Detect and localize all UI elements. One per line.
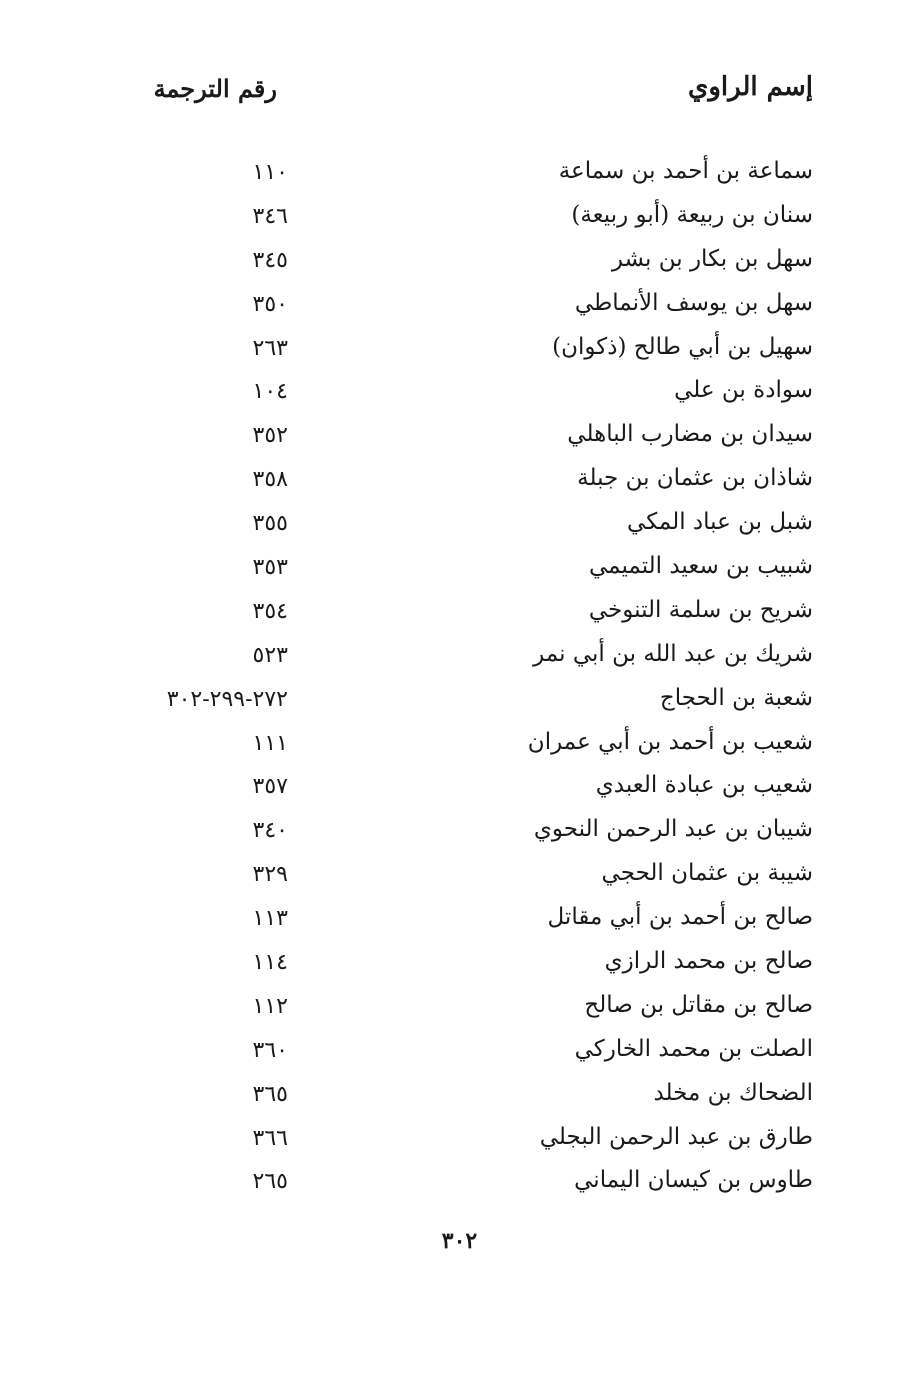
index-entry: [0, 685, 919, 729]
biography-number-text: ١١٠: [252, 160, 288, 185]
index-entry: [0, 377, 919, 421]
narrator-name: شعبة بن الحجاج: [659, 684, 813, 711]
narrator-name: شعيب بن عبادة العبدي: [595, 772, 813, 799]
biography-number: [118, 818, 288, 843]
narrator-name: سماعة بن أحمد بن سماعة: [558, 158, 813, 184]
biography-number: [118, 379, 288, 404]
biography-number-text: ٣٦٥: [252, 1081, 288, 1107]
biography-number-text: ١١٤: [252, 950, 288, 976]
narrator-name: الضحاك بن مخلد: [653, 1079, 813, 1106]
narrator-name: صالح بن محمد الرازي: [604, 948, 813, 975]
biography-number-text: ٣٤٥: [252, 247, 288, 273]
biography-number: [118, 467, 288, 492]
biography-number: [118, 1169, 288, 1194]
index-entry: [0, 290, 919, 334]
biography-number: [118, 555, 288, 580]
narrator-name: سهيل بن أبي طالح (ذكوان): [552, 333, 813, 360]
biography-number: [118, 687, 288, 712]
index-entry: [0, 1167, 919, 1211]
narrator-name: الصلت بن محمد الخاركي: [574, 1035, 813, 1062]
narrator-name: شبيب بن سعيد التميمي: [588, 553, 813, 580]
index-entry: [0, 772, 919, 816]
biography-number: [118, 994, 288, 1019]
biography-number: [118, 1038, 288, 1063]
biography-number-text: ٢٧٢-٢٩٩-٣٠٢: [166, 686, 288, 712]
biography-number-text: ٥٢٣: [252, 642, 288, 668]
index-entry: [0, 860, 919, 904]
column-headers: [0, 72, 919, 112]
biography-number: [118, 292, 288, 317]
biography-number-text: ١٠٤: [252, 379, 288, 405]
index-entry: [0, 246, 919, 290]
index-entry: [0, 641, 919, 685]
biography-number: [118, 774, 288, 799]
index-entry: [0, 334, 919, 378]
biography-number-text: ١١٢: [252, 993, 288, 1019]
index-entry: [0, 421, 919, 465]
biography-number-text: ١١٣: [252, 906, 288, 932]
biography-number-text: ٣٦٠: [252, 1037, 288, 1063]
index-entry: [0, 202, 919, 246]
biography-number: [118, 906, 288, 931]
index-entry: [0, 904, 919, 948]
biography-number-text: ٢٦٣: [252, 335, 288, 361]
biography-number-text: ٣٤٠: [252, 818, 288, 844]
narrator-name: سنان بن ربيعة (أبو ربيعة): [571, 201, 813, 228]
index-entry: [0, 465, 919, 509]
biography-number-text: ٣٥٠: [252, 291, 288, 317]
narrator-name: شيبة بن عثمان الحجي: [601, 860, 813, 887]
narrator-name: سوادة بن علي: [674, 377, 813, 404]
biography-number-text: ٣٥٧: [252, 774, 288, 800]
narrator-name: شريك بن عبد الله بن أبي نمر: [533, 640, 813, 667]
narrator-name: شاذان بن عثمان بن جبلة: [577, 465, 813, 492]
biography-number-text: ٢٦٥: [252, 1169, 288, 1195]
biography-number-text: ٣٥٣: [252, 555, 288, 581]
index-entry: [0, 1080, 919, 1124]
biography-number: [118, 423, 288, 448]
narrator-name: طارق بن عبد الرحمن البجلي: [539, 1123, 813, 1150]
narrator-name: سهل بن بكار بن بشر: [611, 245, 813, 272]
biography-number: [118, 160, 288, 185]
narrator-name: سهل بن يوسف الأنماطي: [574, 289, 813, 316]
narrator-name: صالح بن أحمد بن أبي مقاتل: [547, 904, 813, 931]
index-entry: [0, 1036, 919, 1080]
biography-number: [118, 1126, 288, 1151]
biography-number: [118, 1082, 288, 1107]
biography-number-text: ٣٢٩: [252, 862, 288, 888]
biography-number-text: ٣٤٦: [252, 203, 288, 229]
narrator-name: سيدان بن مضارب الباهلي: [567, 421, 813, 448]
index-entry: [0, 729, 919, 773]
biography-number: [118, 950, 288, 975]
biography-number: [118, 204, 288, 229]
biography-number-header: رقم الترجمة: [153, 74, 277, 103]
biography-number: [118, 643, 288, 668]
narrator-name: شيبان بن عبد الرحمن النحوي: [533, 816, 813, 843]
biography-number: [118, 731, 288, 756]
biography-number: [118, 862, 288, 887]
biography-number-text: ٣٦٦: [252, 1125, 288, 1151]
biography-number-text: ٣٥٥: [252, 511, 288, 537]
biography-number: [118, 599, 288, 624]
biography-number-text: ٣٥٨: [252, 467, 288, 493]
index-entry: [0, 509, 919, 553]
narrator-name: صالح بن مقاتل بن صالح: [584, 991, 813, 1018]
biography-number: [118, 511, 288, 536]
biography-number: [118, 336, 288, 361]
narrator-name: شريح بن سلمة التنوخي: [588, 596, 813, 623]
biography-number: [118, 248, 288, 273]
index-entry: [0, 816, 919, 860]
index-entry: [0, 553, 919, 597]
biography-number-text: ٣٥٢: [252, 423, 288, 449]
biography-number-text: ٣٥٤: [252, 598, 288, 624]
index-entry: [0, 992, 919, 1036]
index-entry: [0, 597, 919, 641]
narrator-index-list: [0, 158, 919, 1211]
narrator-name: شبل بن عباد المكي: [627, 509, 813, 536]
page-number: ٣٠٢: [441, 1228, 478, 1254]
biography-number-text: ١١١: [252, 730, 288, 756]
index-entry: [0, 1124, 919, 1168]
narrator-name-header: إسم الراوي: [688, 72, 813, 102]
index-entry: [0, 948, 919, 992]
narrator-name: شعيب بن أحمد بن أبي عمران: [527, 728, 813, 755]
narrator-name: طاوس بن كيسان اليماني: [574, 1167, 813, 1194]
index-entry: [0, 158, 919, 202]
